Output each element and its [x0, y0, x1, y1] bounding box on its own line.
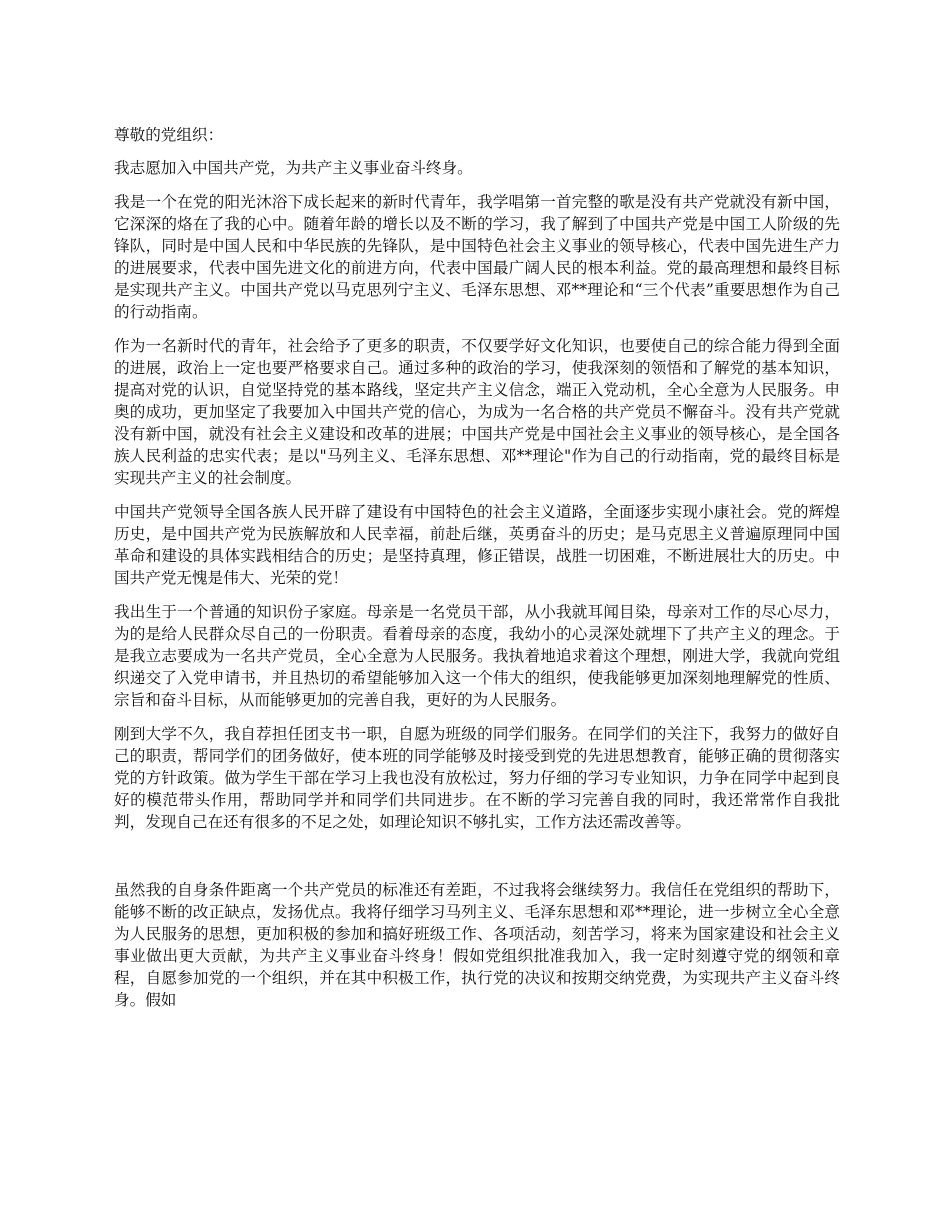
- paragraph-family-background: 我出生于一个普通的知识份子家庭。母亲是一名党员干部，从小我就耳闻目染，母亲对工作的尽心尽力，为的是给人民群众尽自己的一份职责。看着母亲的态度，我幼小的心灵深处就埋下了共产主义的理念。于是我立志要成为一名共产党员，全心全意为人民服务。我执着地追求着这个理想，刚进大学，我就向党组织递交了入党申请书，并且热切的希望能够加入这一个伟大的组织，使我能够更加深刻地理解党的性质、宗旨和奋斗目标，从而能够更加的完善自我，更好的为人民服务。: [114, 603, 840, 709]
- document-body: [114, 124, 840, 1023]
- paragraph-party-history: 中国共产党领导全国各族人民开辟了建设有中国特色的社会主义道路，全面逐步实现小康社会。党的辉煌历史，是中国共产党为民族解放和人民幸福，前赴后继，英勇奋斗的历史；是马克思主义普遍原理同中国革命和建设的具体实践相结合的历史；是坚持真理，修正错误，战胜一切困难，不断进展壮大的历史。中国共产党无愧是伟大、光荣的党！: [114, 503, 840, 587]
- paragraph-commitment: 虽然我的自身条件距离一个共产党员的标准还有差距，不过我将会继续努力。我信任在党组织的帮助下，能够不断的改正缺点，发扬优点。我将仔细学习马列主义、毛泽东思想和邓**理论，进一步树立全心全意为人民服务的思想，更加积极的参加和搞好班级工作、各项活动，刻苦学习，将来为国家建设和社会主义事业做出更大贡献，为共产主义事业奋斗终身！假如党组织批准我加入，我一定时刻遵守党的纲领和章程，自愿参加党的一个组织，并在其中积极工作，执行党的决议和按期交纳党费，为实现共产主义奋斗终身。假如: [114, 881, 840, 1009]
- salutation: 尊敬的党组织：: [114, 126, 224, 144]
- paragraph-gap: [114, 845, 840, 879]
- paragraph-pledge: 我志愿加入中国共产党，为共产主义事业奋斗终身。: [114, 159, 473, 177]
- paragraph-youth-responsibility: 作为一名新时代的青年，社会给予了更多的职责，不仅要学好文化知识，也要使自己的综合能力得到全面的进展，政治上一定也要严格要求自己。通过多种的政治的学习，使我深刻的领悟和了解党的基本知识，提高对党的认识，自觉坚持党的基本路线，坚定共产主义信念，端正入党动机，全心全意为人民服务。申奥的成功，更加坚定了我要加入中国共产党的信心，为成为一名合格的共产党员不懈奋斗。没有共产党就没有新中国，就没有社会主义建设和改革的进展；中国共产党是中国社会主义事业的领导核心，是全国各族人民利益的忠实代表；是以"马列主义、毛泽东思想、邓**理论"作为自己的行动指南，党的最终目标是实现共产主义的社会制度。: [114, 337, 840, 487]
- paragraph-understanding: 我是一个在党的阳光沐浴下成长起来的新时代青年，我学唱第一首完整的歌是没有共产党就没有新中国，它深深的烙在了我的心中。随着年龄的增长以及不断的学习，我了解到了中国共产党是中国工人阶级的先锋队，同时是中国人民和中华民族的先锋队，是中国特色社会主义事业的领导核心，代表中国先进生产力的进展要求，代表中国先进文化的前进方向，代表中国最广阔人民的根本利益。党的最高理想和最终目标是实现共产主义。中国共产党以马克思列宁主义、毛泽东思想、邓**理论和“三个代表”重要思想作为自己的行动指南。: [114, 193, 840, 321]
- paragraph-university-service: 刚到大学不久，我自荐担任团支书一职，自愿为班级的同学们服务。在同学们的关注下，我努力的做好自己的职责，帮同学们的团务做好，使本班的同学能够及时接受到党的先进思想教育，能够正确的贯彻落实党的方针政策。做为学生干部在学习上我也没有放松过，努力仔细的学习专业知识，力争在同学中起到良好的模范带头作用，帮助同学并和同学们共同进步。在不断的学习完善自我的同时，我还常常作自我批判，发现自己在还有很多的不足之处，如理论知识不够扎实，工作方法还需改善等。: [114, 725, 840, 831]
